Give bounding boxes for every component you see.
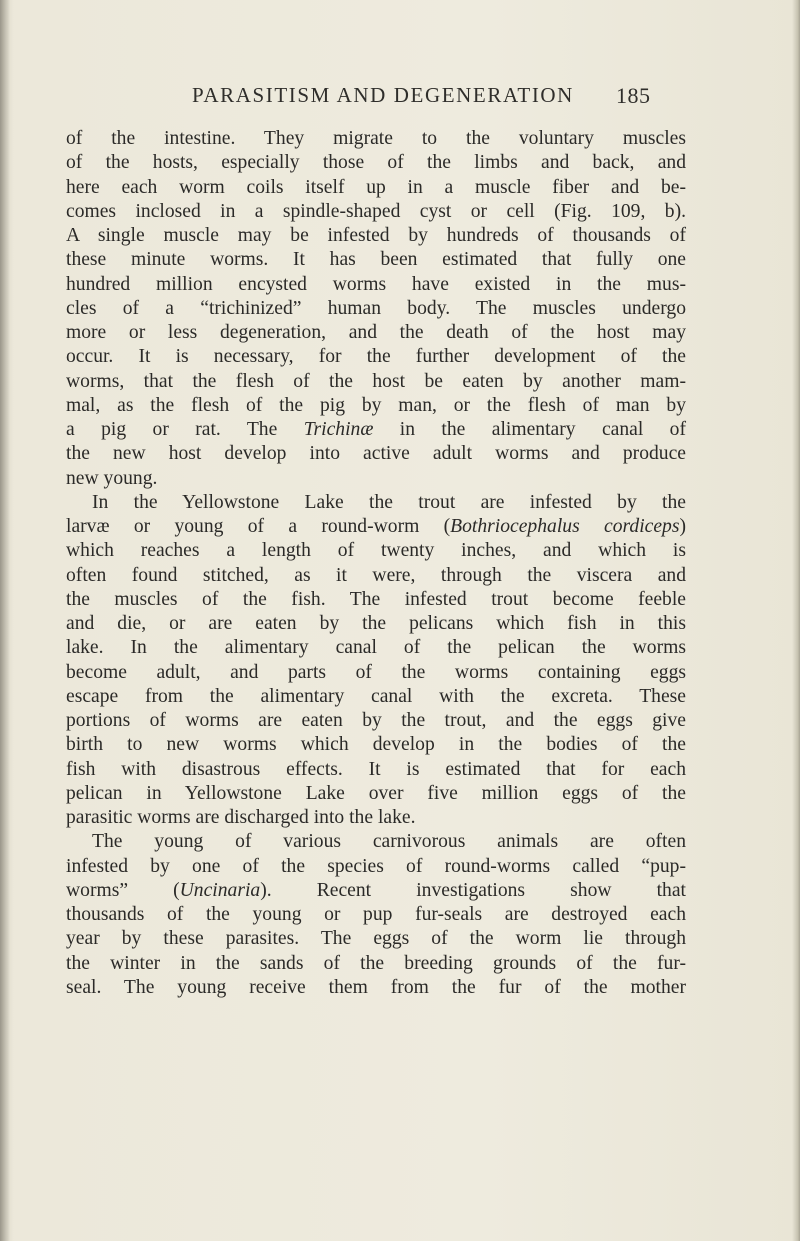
text-line: here each worm coils itself up in a muscle fiber and be-: [66, 176, 686, 198]
text-line: larvæ or young of a round-worm (Bothriocephalus cordiceps): [66, 516, 686, 537]
italic-term: Bothriocephalus cordiceps: [450, 516, 680, 537]
text-line: often found stitched, as it were, through the viscera and: [66, 564, 686, 586]
text-line: become adult, and parts of the worms containing eggs: [66, 661, 686, 683]
text-line: The young of various carnivorous animals are often: [92, 831, 686, 853]
text-line: worms, that the flesh of the host be eaten by another mam-: [66, 370, 686, 392]
text-line: which reaches a length of twenty inches, and which is: [66, 540, 686, 562]
text-line: cles of a “trichinized” human body. The muscles undergo: [66, 297, 686, 319]
text-line: mal, as the flesh of the pig by man, or the flesh of man by: [66, 394, 686, 416]
binding-shadow: [0, 0, 10, 1241]
text-line: fish with disastrous effects. It is estimated that for each: [66, 758, 686, 780]
text-line: A single muscle may be infested by hundreds of thousands of: [66, 225, 686, 246]
text-line: thousands of the young or pup fur-seals are destroyed each: [66, 904, 686, 925]
text-line: worms” (Uncinaria). Recent investigations show that: [66, 879, 686, 901]
page-number: 185: [616, 83, 651, 108]
text-line: seal. The young receive them from the fur of the mother: [66, 976, 686, 998]
text-line: birth to new worms which develop in the bodies of the: [66, 734, 686, 756]
text-line: the new host develop into active adult worms and produce: [66, 443, 686, 465]
text-line: these minute worms. It has been estimated that fully one: [66, 249, 686, 271]
italic-term: Trichinæ: [303, 419, 374, 440]
text-line: hundred million encysted worms have existed in the mus-: [66, 273, 686, 295]
text-line: comes inclosed in a spindle-shaped cyst or cell (Fig. 109, b).: [66, 200, 686, 222]
text-line: occur. It is necessary, for the further development of the: [66, 346, 686, 368]
body-text: [66, 127, 686, 1000]
text-line: year by these parasites. The eggs of the worm lie through: [66, 928, 686, 950]
text-line: the muscles of the fish. The infested trout become feeble: [66, 588, 686, 610]
text-line: pelican in Yellowstone Lake over five million eggs of the: [66, 782, 686, 804]
text-line: lake. In the alimentary canal of the pelican the worms: [66, 637, 686, 659]
page-header: [0, 83, 800, 119]
text-line: a pig or rat. The Trichinæ in the alimentary canal of: [66, 419, 686, 440]
text-line: In the Yellowstone Lake the trout are infested by the: [92, 491, 686, 513]
text-line: and die, or are eaten by the pelicans which fish in this: [66, 613, 686, 634]
text-line: of the hosts, especially those of the limbs and back, and: [66, 152, 686, 174]
text-line: new young.: [66, 467, 158, 489]
page-edge: [792, 0, 800, 1241]
italic-term: Uncinaria: [179, 879, 261, 901]
text-line: portions of worms are eaten by the trout, and the eggs give: [66, 710, 686, 731]
text-line: escape from the alimentary canal with the excreta. These: [66, 685, 686, 707]
running-head: PARASITISM AND DEGENERATION: [192, 83, 574, 107]
text-line: infested by one of the species of round-worms called “pup-: [66, 855, 686, 877]
text-line: of the intestine. They migrate to the voluntary muscles: [66, 128, 686, 149]
text-line: more or less degeneration, and the death of the host may: [66, 322, 686, 343]
text-line: the winter in the sands of the breeding grounds of the fur-: [66, 952, 686, 974]
text-line: parasitic worms are discharged into the lake.: [66, 807, 416, 828]
